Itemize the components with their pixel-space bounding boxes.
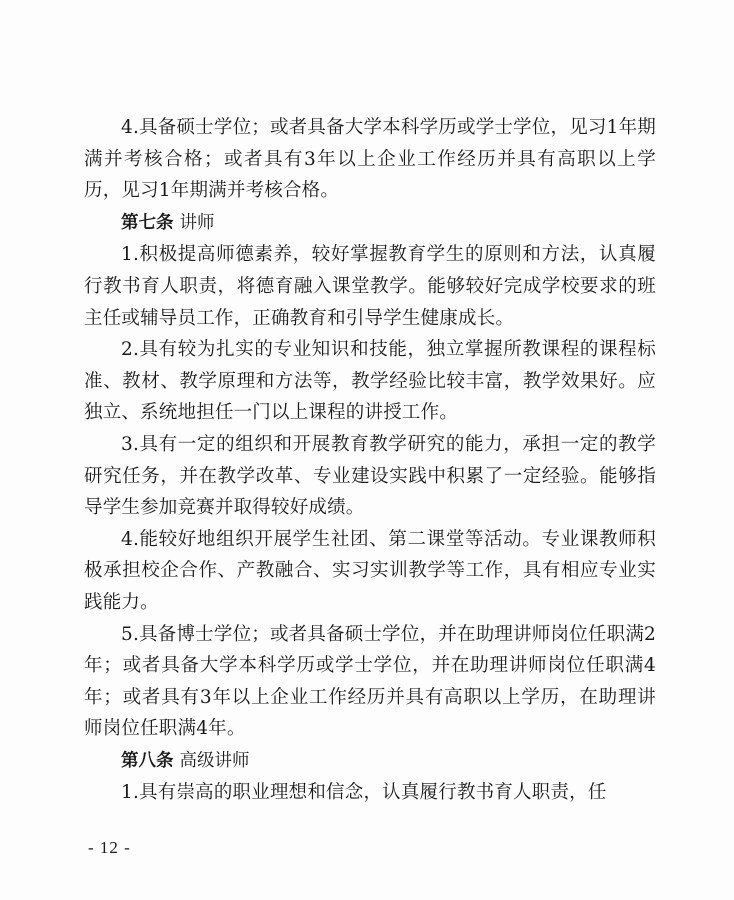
article-8-heading xyxy=(84,745,656,778)
page-number: - 12 - xyxy=(88,838,131,857)
paragraph-lecturer-2: 2.具有较为扎实的专业知识和技能，独立掌握所教课程的课程标准、教材、教学原理和方法等，教学经验比较丰富，教学效果好。应独立、系统地担任一门以上课程的讲授工作。 xyxy=(84,339,656,424)
document-body xyxy=(84,112,656,809)
article-7-heading xyxy=(84,207,656,240)
article-7-title: 讲师 xyxy=(179,212,215,233)
article-7-label: 第七条 xyxy=(121,212,174,233)
paragraph-senior-lecturer-1: 1.具有崇高的职业理想和信念，认真履行教书育人职责，任 xyxy=(121,782,607,804)
paragraph-lecturer-1: 1.积极提高师德素养，较好掌握教育学生的原则和方法，认真履行教书育人职责，将德育融入课堂教学。能够较好完成学校要求的班主任或辅导员工作，正确教育和引导学生健康成长。 xyxy=(84,244,656,329)
article-8-label: 第八条 xyxy=(121,750,174,771)
paragraph-lecturer-3: 3.具有一定的组织和开展教育教学研究的能力，承担一定的教学研究任务，并在教学改革、专业建设实践中积累了一定经验。能够指导学生参加竞赛并取得较好成绩。 xyxy=(84,433,656,519)
paragraph-lecturer-4: 4.能较好地组织开展学生社团、第二课堂等活动。专业课教师积极承担校企合作、产教融合、实习实训教学等工作，具有相应专业实践能力。 xyxy=(84,528,656,613)
article-8-title: 高级讲师 xyxy=(179,750,250,771)
paragraph-lecturer-5: 5.具备博士学位；或者具备硕士学位，并在助理讲师岗位任职满2年；或者具备大学本科学历或学士学位，并在助理讲师岗位任职满4年；或者具有3年以上企业工作经历并具有高职以上学历，在助理讲师岗位任职满4年。 xyxy=(84,623,656,740)
paragraph-requirement-4-assistant: 4.具备硕士学位；或者具备大学本科学历或学士学位，见习1年期满并考核合格；或者具有3年以上企业工作经历并具有高职以上学历，见习1年期满并考核合格。 xyxy=(84,117,656,202)
